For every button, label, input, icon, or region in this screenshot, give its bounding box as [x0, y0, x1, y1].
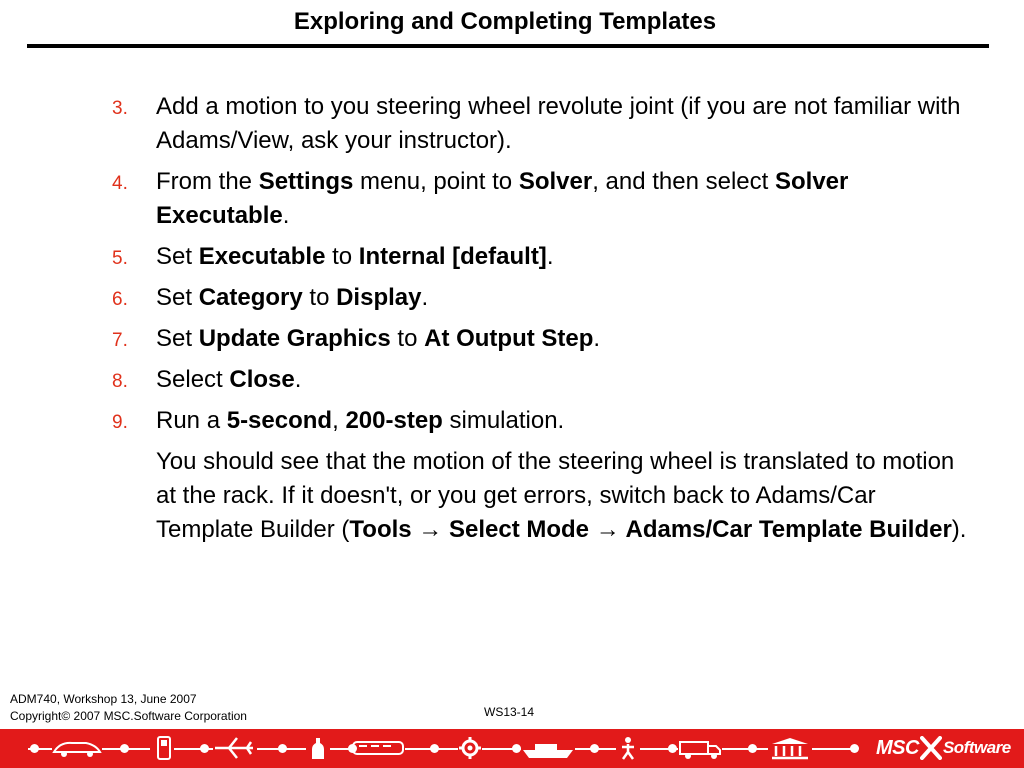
bold-text: 5-second [226, 407, 333, 434]
bar-dot [668, 744, 677, 753]
brand-footer-bar [0, 729, 1024, 768]
text-run: You should see that the motion of the steering wheel is translated to motion at the rack. If it doesn't, or you get errors, switch back to Adams/Car Template Builder ( [156, 448, 955, 543]
bold-text: Tools [349, 516, 412, 543]
text-run: Set [156, 284, 199, 311]
bold-text: Category [198, 284, 303, 311]
bold-text: At Output Step [424, 325, 594, 352]
text-run: simulation. [442, 407, 565, 434]
bold-text: Solver Executable [156, 168, 849, 229]
step-number: 3. [112, 98, 128, 119]
title-underline [27, 44, 989, 48]
truck-icon [678, 736, 722, 760]
text-run: . [593, 325, 601, 352]
person-icon [616, 736, 640, 760]
text-run: . [294, 366, 302, 393]
step-item [112, 281, 972, 315]
text-run: Set [156, 325, 199, 352]
logo-text: MSC [876, 736, 919, 759]
text-run: Select [156, 366, 230, 393]
step-number: 7. [112, 330, 128, 351]
footer-copyright-line: Copyright© 2007 MSC.Software Corporation [10, 709, 247, 723]
bold-text: Select Mode [448, 516, 590, 543]
bar-dot [120, 744, 129, 753]
text-run: to [325, 243, 359, 270]
step-item [112, 165, 972, 233]
step-item [112, 363, 972, 397]
bar-dot [200, 744, 209, 753]
text-run: , and then select [592, 168, 775, 195]
building-icon [768, 736, 812, 760]
step-number: 5. [112, 248, 128, 269]
text-run: . [546, 243, 554, 270]
step-number: 9. [112, 412, 128, 433]
text-run: , [332, 407, 346, 434]
car-icon [52, 736, 102, 760]
step-item [112, 404, 972, 438]
text-run: to [390, 325, 425, 352]
bold-text: Internal [default] [358, 243, 547, 270]
text-run: Set [156, 243, 199, 270]
bar-dot [278, 744, 287, 753]
logo-swoosh-icon [920, 736, 942, 760]
instruction-list [112, 90, 972, 547]
footer-course-line: ADM740, Workshop 13, June 2007 [10, 692, 197, 706]
footer-credits [10, 691, 247, 725]
bar-dot [512, 744, 521, 753]
bold-text: Display [336, 284, 422, 311]
bar-dot [348, 744, 357, 753]
step-number: 4. [112, 173, 128, 194]
step-number: 8. [112, 371, 128, 392]
text-run: . [421, 284, 429, 311]
text-run: Add a motion to you steering wheel revolute joint (if you are not familiar with Adams/View, ask your instructor). [156, 93, 961, 154]
msc-software-logo [876, 735, 1011, 761]
bold-text: → [411, 516, 449, 543]
bold-text: Adams/Car Template Builder [625, 516, 952, 543]
bold-text: Executable [198, 243, 326, 270]
bold-text: 200-step [345, 407, 443, 434]
text-run: to [302, 284, 337, 311]
step-item [112, 240, 972, 274]
step-item [112, 322, 972, 356]
phone-icon [150, 736, 174, 760]
step-number: 6. [112, 289, 128, 310]
bold-text: Close [229, 366, 295, 393]
text-run: . [282, 202, 290, 229]
text-run: Run a [156, 407, 227, 434]
step-item [112, 90, 972, 158]
result-note [112, 445, 972, 547]
ship-icon [521, 736, 575, 760]
text-run: ). [951, 516, 967, 543]
gear-icon [458, 736, 482, 760]
bar-dot [30, 744, 39, 753]
bold-text: → [589, 516, 626, 543]
logo-suffix: Software [942, 738, 1011, 757]
page-title: Exploring and Completing Templates [293, 8, 717, 35]
text-run: From the [156, 168, 259, 195]
bar-dot [590, 744, 599, 753]
bold-text: Update Graphics [198, 325, 391, 352]
slide-page-label: WS13-14 [484, 705, 535, 719]
bar-dot [748, 744, 757, 753]
bottle-icon [306, 736, 330, 760]
text-run: menu, point to [353, 168, 519, 195]
bar-dot [850, 744, 859, 753]
bold-text: Settings [258, 168, 354, 195]
train-icon [351, 736, 405, 760]
bar-dot [430, 744, 439, 753]
bold-text: Solver [518, 168, 593, 195]
airplane-icon [213, 736, 257, 760]
